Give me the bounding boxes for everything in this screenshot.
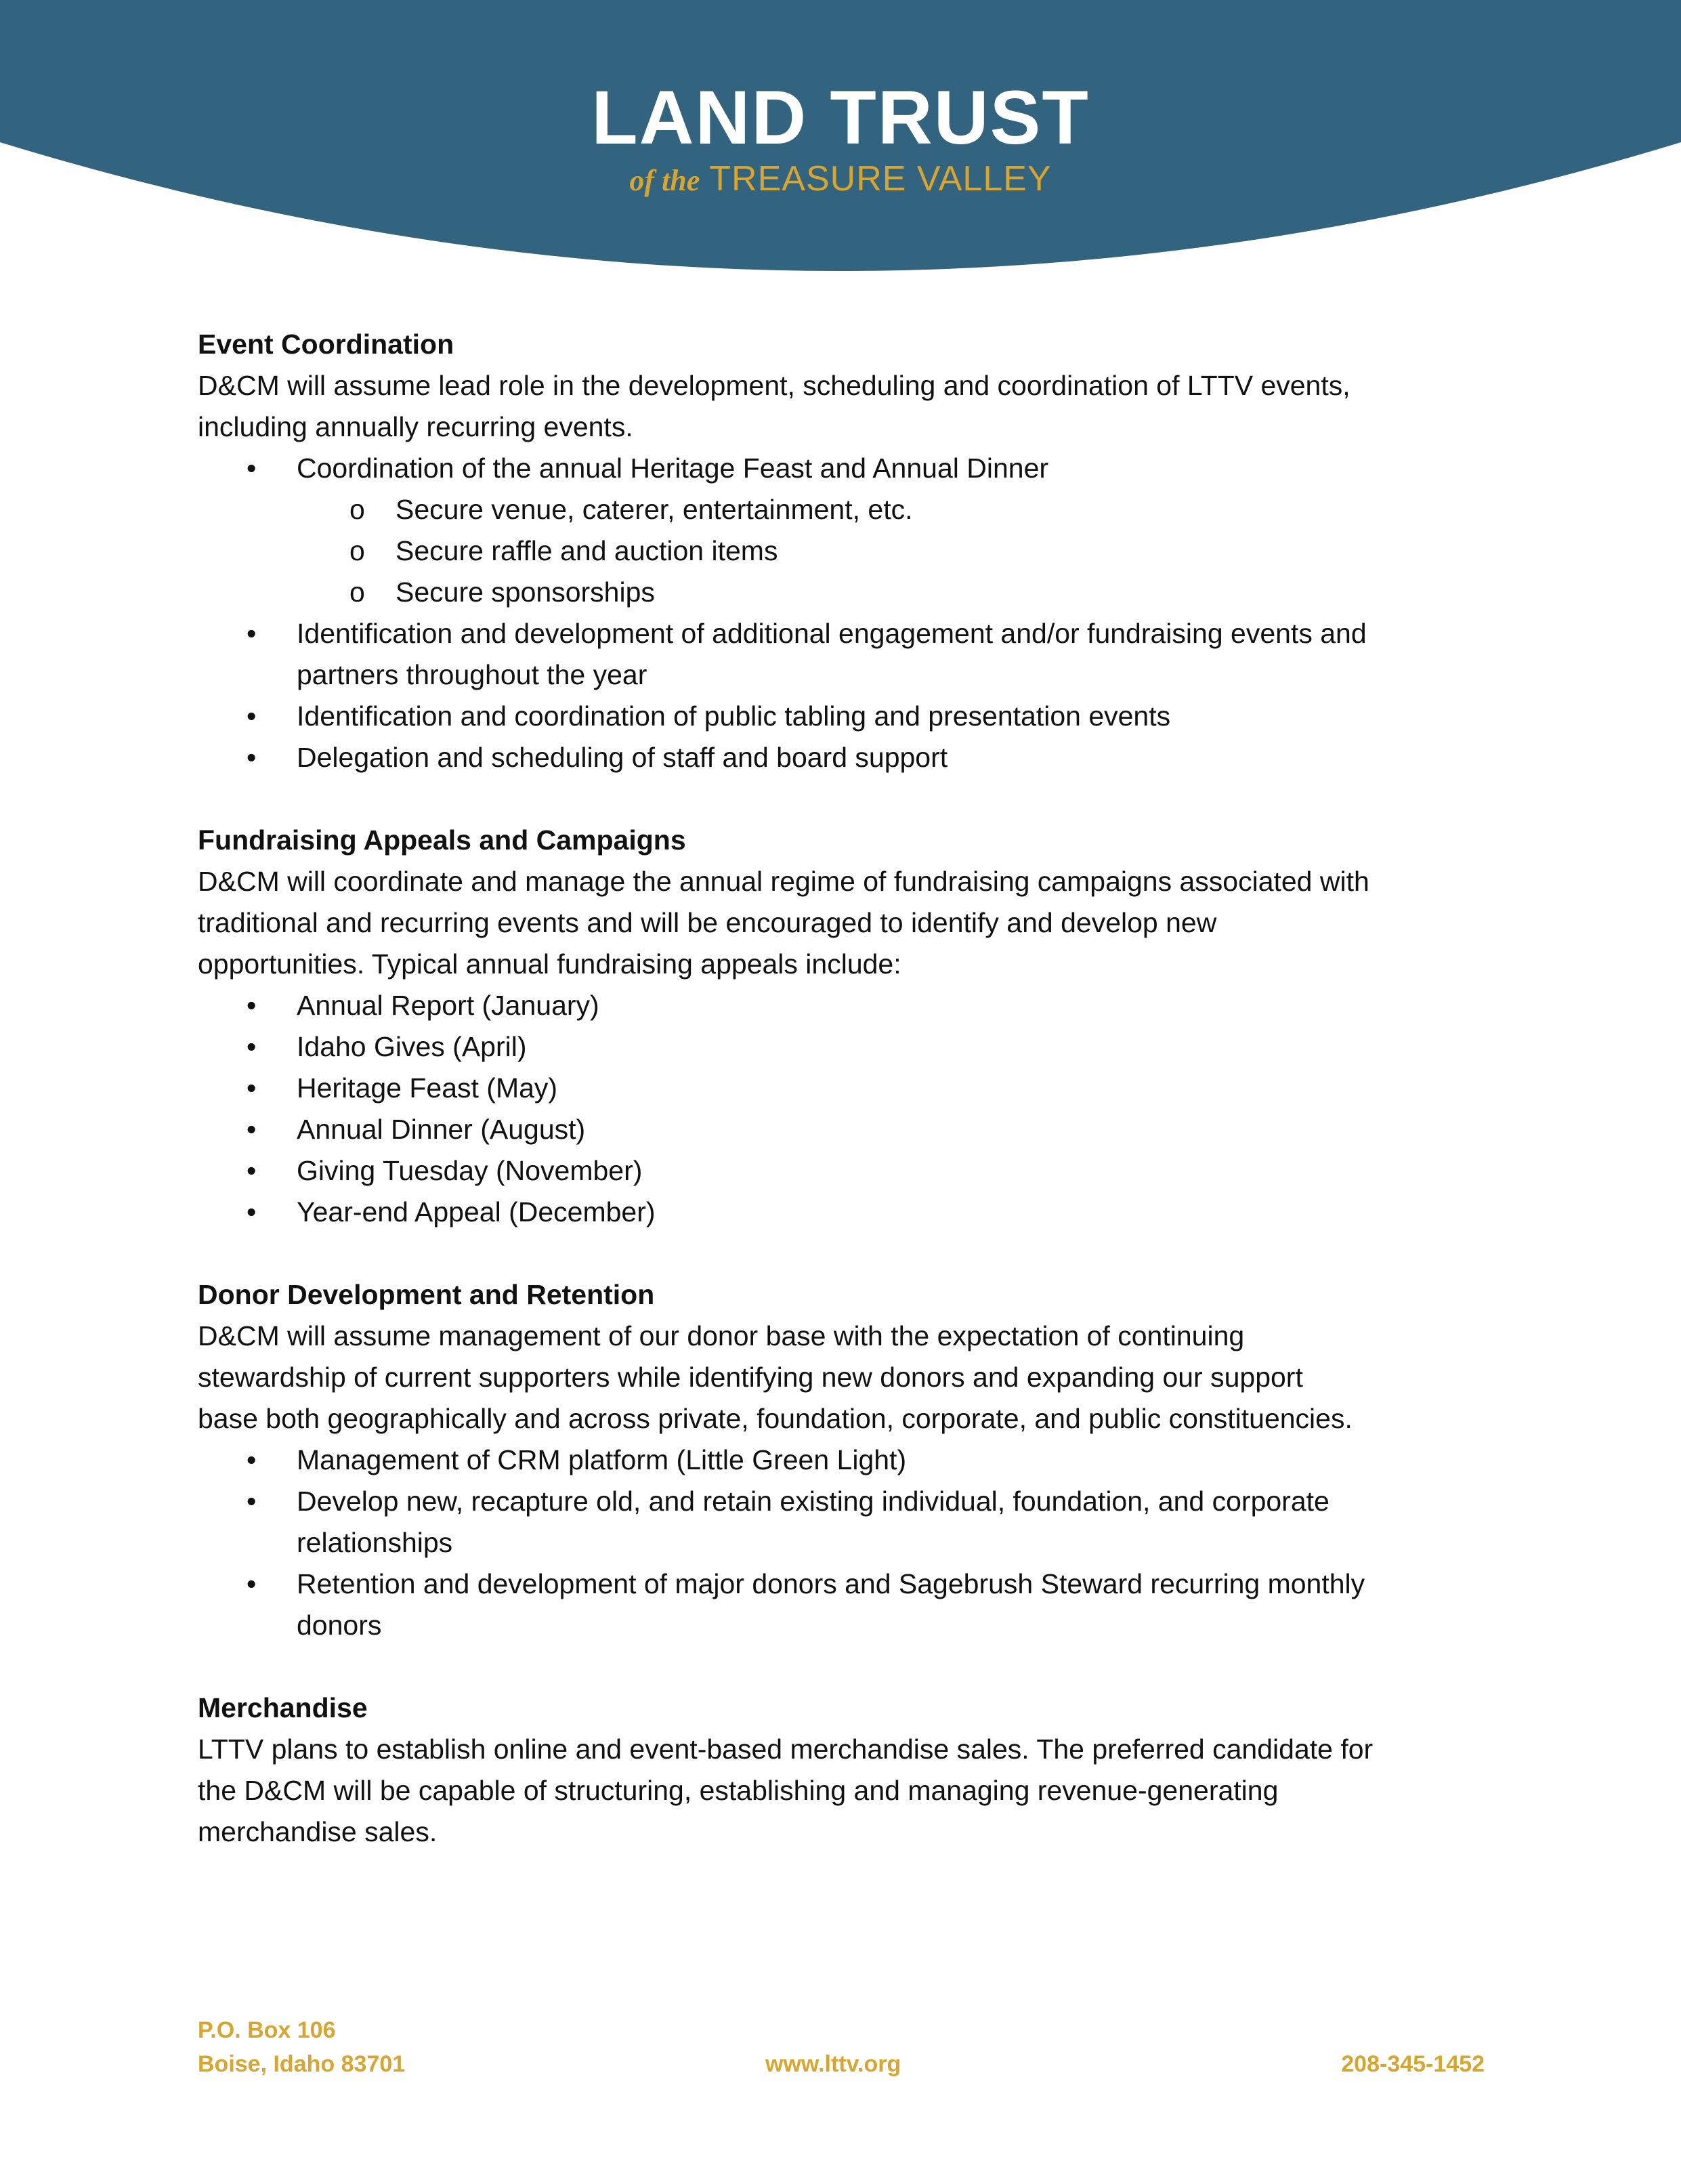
- section: [198, 324, 1518, 778]
- document-body: [198, 324, 1518, 1894]
- paragraph-line: stewardship of current supporters while identifying new donors and expanding our support: [198, 1362, 1303, 1393]
- list-item-text: Identification and development of additional engagement and/or fundraising events and: [297, 618, 1367, 649]
- section-heading: Merchandise: [198, 1692, 368, 1723]
- list-item-text: Coordination of the annual Heritage Feast and Annual Dinner: [297, 453, 1049, 484]
- bullet-dot-icon: •: [247, 618, 257, 649]
- list-item: [198, 1522, 1518, 1563]
- footer-po-box: P.O. Box 106: [198, 2017, 336, 2043]
- sub-list-item-text: Secure venue, caterer, entertainment, etc.: [396, 494, 913, 525]
- letterhead-footer: [198, 2013, 1485, 2081]
- bullet-circle-icon: o: [349, 576, 365, 608]
- bullet-dot-icon: •: [247, 1155, 257, 1186]
- list-item-text: Heritage Feast (May): [297, 1072, 558, 1104]
- bullet-dot-icon: •: [247, 1444, 257, 1475]
- list-item: [198, 1440, 1518, 1481]
- section: [198, 820, 1518, 1233]
- list-item: [198, 1605, 1518, 1646]
- section-heading: Event Coordination: [198, 329, 454, 360]
- sub-list-item: [198, 530, 1518, 572]
- list-item-text: donors: [297, 1610, 382, 1641]
- list-item-text: Annual Dinner (August): [297, 1114, 586, 1145]
- bullet-list: [198, 985, 1518, 1233]
- list-item: [198, 1192, 1518, 1233]
- paragraph-line: D&CM will assume management of our donor base with the expectation of continuing: [198, 1320, 1245, 1351]
- list-item: [198, 985, 1518, 1026]
- bullet-dot-icon: •: [247, 1196, 257, 1227]
- footer-city: Boise, Idaho 83701: [198, 2051, 406, 2077]
- list-item-text: Idaho Gives (April): [297, 1031, 527, 1062]
- list-item: [198, 448, 1518, 489]
- list-item-text: partners throughout the year: [297, 659, 647, 690]
- list-item-text: relationships: [297, 1527, 453, 1558]
- bullet-circle-icon: o: [349, 535, 365, 566]
- logo-treasure-valley: TREASURE VALLEY: [709, 159, 1052, 198]
- logo-subtitle: [0, 161, 1681, 196]
- sub-list-item: [198, 489, 1518, 530]
- paragraph-line: merchandise sales.: [198, 1816, 438, 1847]
- list-item: [198, 696, 1518, 737]
- list-item-text: Identification and coordination of public tabling and presentation events: [297, 700, 1171, 732]
- list-item: [198, 1109, 1518, 1150]
- list-item-text: Develop new, recapture old, and retain existing individual, foundation, and corporate: [297, 1486, 1329, 1517]
- paragraph-line: traditional and recurring events and will be encouraged to identify and develop new: [198, 907, 1217, 938]
- logo-of-the: of the: [629, 164, 700, 197]
- paragraph-line: LTTV plans to establish online and event-based merchandise sales. The preferred candidate for: [198, 1734, 1374, 1765]
- bullet-dot-icon: •: [247, 1114, 257, 1145]
- bullet-dot-icon: •: [247, 700, 257, 732]
- paragraph-line: D&CM will assume lead role in the development, scheduling and coordination of LTTV events,: [198, 370, 1350, 401]
- paragraph-line: base both geographically and across private, foundation, corporate, and public constituencies.: [198, 1403, 1353, 1434]
- list-item: [198, 1026, 1518, 1068]
- footer-website: www.lttv.org: [765, 2051, 901, 2077]
- list-item: [198, 737, 1518, 778]
- list-item-text: Year-end Appeal (December): [297, 1196, 656, 1227]
- list-item: [198, 1481, 1518, 1522]
- paragraph-line: D&CM will coordinate and manage the annual regime of fundraising campaigns associated with: [198, 866, 1369, 897]
- bullet-dot-icon: •: [247, 1486, 257, 1517]
- section-heading: Donor Development and Retention: [198, 1279, 655, 1310]
- list-item-text: Retention and development of major donors and Sagebrush Steward recurring monthly: [297, 1568, 1365, 1599]
- list-item-text: Delegation and scheduling of staff and board support: [297, 742, 948, 773]
- bullet-dot-icon: •: [247, 1072, 257, 1104]
- list-item: [198, 654, 1518, 696]
- list-item: [198, 1068, 1518, 1109]
- list-item-text: Giving Tuesday (November): [297, 1155, 643, 1186]
- bullet-circle-icon: o: [349, 494, 365, 525]
- bullet-dot-icon: •: [247, 453, 257, 484]
- bullet-dot-icon: •: [247, 990, 257, 1021]
- bullet-list: [198, 448, 1518, 778]
- footer-phone: 208-345-1452: [1341, 2051, 1485, 2077]
- list-item: [198, 613, 1518, 654]
- letterhead-banner: [0, 0, 1681, 271]
- sub-list-item-text: Secure sponsorships: [396, 576, 655, 608]
- paragraph-line: opportunities. Typical annual fundraising appeals include:: [198, 948, 901, 980]
- bullet-dot-icon: •: [247, 742, 257, 773]
- section: [198, 1687, 1518, 1853]
- section-heading: Fundraising Appeals and Campaigns: [198, 824, 686, 856]
- sub-list-item-text: Secure raffle and auction items: [396, 535, 778, 566]
- bullet-dot-icon: •: [247, 1568, 257, 1599]
- bullet-dot-icon: •: [247, 1031, 257, 1062]
- list-item: [198, 1150, 1518, 1192]
- sub-list-item: [198, 572, 1518, 613]
- section: [198, 1274, 1518, 1646]
- list-item: [198, 1563, 1518, 1605]
- list-item-text: Management of CRM platform (Little Green Light): [297, 1444, 907, 1475]
- bullet-list: [198, 1440, 1518, 1646]
- logo-title: LAND TRUST: [591, 75, 1090, 160]
- list-item-text: Annual Report (January): [297, 990, 599, 1021]
- paragraph-line: the D&CM will be capable of structuring, establishing and managing revenue-generating: [198, 1775, 1279, 1806]
- paragraph-line: including annually recurring events.: [198, 411, 633, 442]
